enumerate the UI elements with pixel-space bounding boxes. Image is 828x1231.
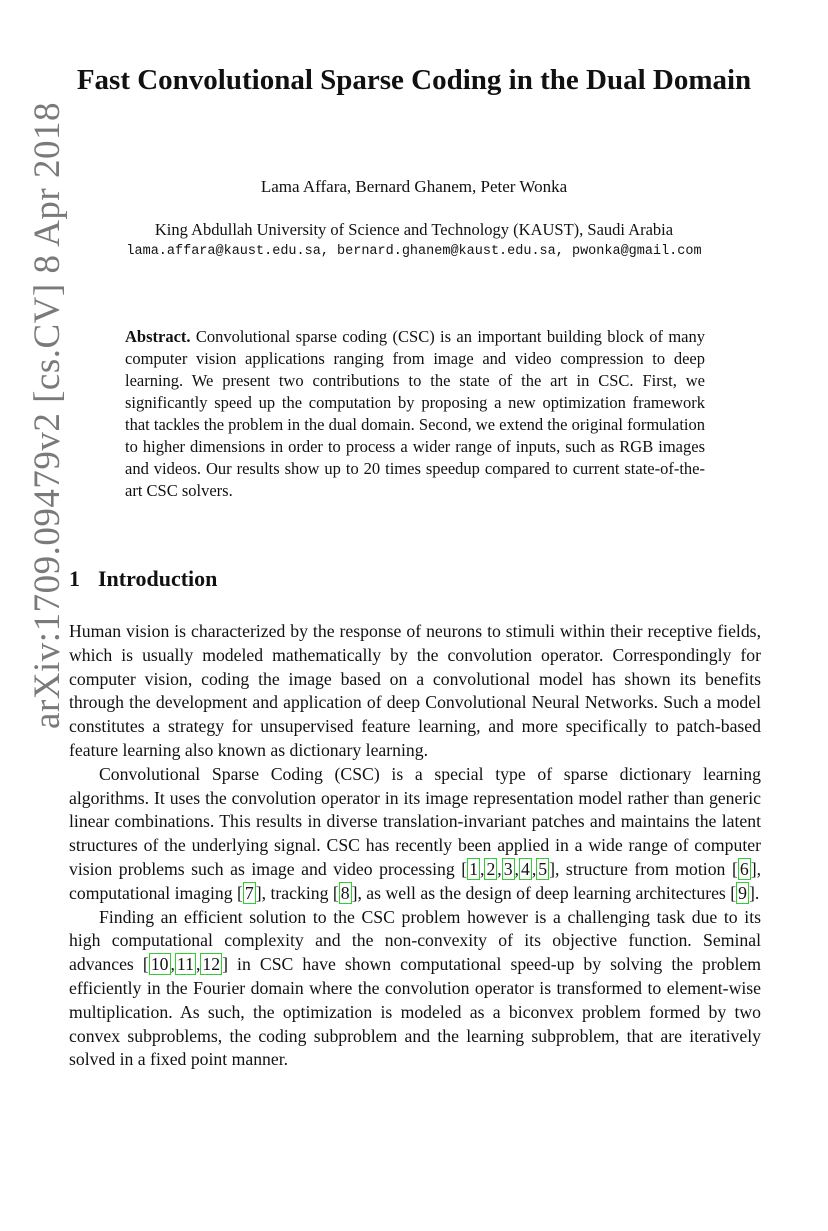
citation-link-11[interactable]: 11 (176, 954, 194, 975)
citation-link-10[interactable]: 10 (150, 954, 169, 975)
section-number: 1 (69, 566, 80, 591)
citation-link-9[interactable]: 9 (738, 882, 747, 903)
paper-authors: Lama Affara, Bernard Ghanem, Peter Wonka (260, 177, 568, 196)
section-heading (69, 566, 217, 592)
arxiv-stamp (22, 70, 72, 760)
abstract (125, 326, 705, 502)
abstract-text: Convolutional sparse coding (CSC) is an important building block of many computer vision applications ranging from image and video compression to deep learning. We present two contributions to the state of the art in CSC. First, we significantly speed up the computation by proposing a new optimization framework that tackles the problem in the dual domain. Second, we extend the original formulation to higher dimensions in order to process a wider range of inputs, such as RGB images and videos. Our results show up to 20 times speedup compared to current state-of-the-art CSC solvers. (125, 327, 706, 500)
arxiv-stamp-text: arXiv:1709.09479v2 [cs.CV] 8 Apr 2018 (26, 101, 68, 729)
paragraph-3-text: ] in CSC have shown computational speed-up by solving the problem efficiently in the Fourier domain where the convolution operator is transformed to element-wise multiplication. As such, the optimization is modeled as a biconvex problem formed by two convex subproblems, the coding subproblem and the learning subproblem, that are iteratively solved in a fixed point manner. (69, 954, 761, 1070)
paragraph-3-text: Finding an efficient solution to the CSC problem however is a challenging task due to its high computational complexity and the non-convexity of its objective function. Seminal advances [ (69, 906, 761, 975)
paragraph-2-text: Convolutional Sparse Coding (CSC) is a special type of sparse dictionary learning algorithms. It uses the convolution operator in its image representation model rather than generic linear combinations. This results in diverse translation-invariant patches and maintains the latent structures of the underlying signal. CSC has recently been applied in a wide range of computer vision problems such as image and video processing [ (69, 763, 761, 879)
paragraph-2-text: ], tracking [ (255, 882, 339, 903)
citation-link-3[interactable]: 3 (503, 858, 513, 879)
paragraph-2-text: ], as well as the design of deep learning architectures [ (351, 882, 737, 903)
citation-link-6[interactable]: 6 (739, 858, 749, 879)
citation-link-1[interactable]: 1 (469, 858, 479, 879)
citation-link-4[interactable]: 4 (520, 858, 530, 879)
paragraph-3: Finding an efficient solution to the CSC problem however is a challenging task due to its high computational complexity and the non-convexity of its objective function. Seminal advances [ 10 , 11 , 12 ] in CSC have shown computational speed-up by solving the problem efficiently in the Fourier domain where the convolution operator is transformed to element-wise multiplication. As such, the optimization is modeled as a biconvex problem formed by two convex subproblems, the coding subproblem and the learning subproblem, that are iteratively solved in a fixed point manner. (69, 906, 761, 1070)
abstract-label: Abstract. (125, 327, 191, 346)
body-text (69, 620, 761, 1072)
paragraph-2-text: ]. (748, 882, 760, 903)
paper-emails: lama.affara@kaust.edu.sa, bernard.ghanem@kaust.edu.sa, pwonka@gmail.com (126, 244, 702, 259)
section-title: Introduction (98, 566, 218, 591)
paragraph-2: Convolutional Sparse Coding (CSC) is a special type of sparse dictionary learning algorithms. It uses the convolution operator in its image representation model rather than generic linear combinations. This results in diverse translation-invariant patches and maintains the latent structures of the underlying signal. CSC has recently been applied in a wide range of computer vision problems such as image and video processing [ 1 , 2 , 3 , 4 , 5 ], structure from motion [ 6 ], computational imaging [ 7 ], tracking [ 8 ], as well as the design of deep learning architectures [ 9 ]. (69, 763, 761, 903)
citation-link-7[interactable]: 7 (244, 882, 254, 903)
citation-link-5[interactable]: 5 (538, 858, 548, 879)
paragraph-2-text: ], computational imaging [ (69, 858, 761, 903)
paragraph-1: Human vision is characterized by the response of neurons to stimuli within their receptive fields, which is usually modeled mathematically by the convolution operator. Correspondingly for computer vision, coding the image based on a convolutional model has shown its benefits through the development and application of deep Convolutional Neural Networks. Such a model constitutes a strategy for unsupervised feature learning, and more specifically to patch-based feature learning also known as dictionary learning. (69, 621, 761, 760)
paper-title: Fast Convolutional Sparse Coding in the Dual Domain (76, 64, 752, 96)
paper-affiliation: King Abdullah University of Science and Technology (KAUST), Saudi Arabia (154, 220, 674, 239)
citation-link-8[interactable]: 8 (340, 882, 350, 903)
citation-link-2[interactable]: 2 (486, 858, 496, 879)
citation-link-12[interactable]: 12 (202, 954, 221, 975)
paragraph-2-text: ], structure from motion [ (549, 858, 738, 879)
